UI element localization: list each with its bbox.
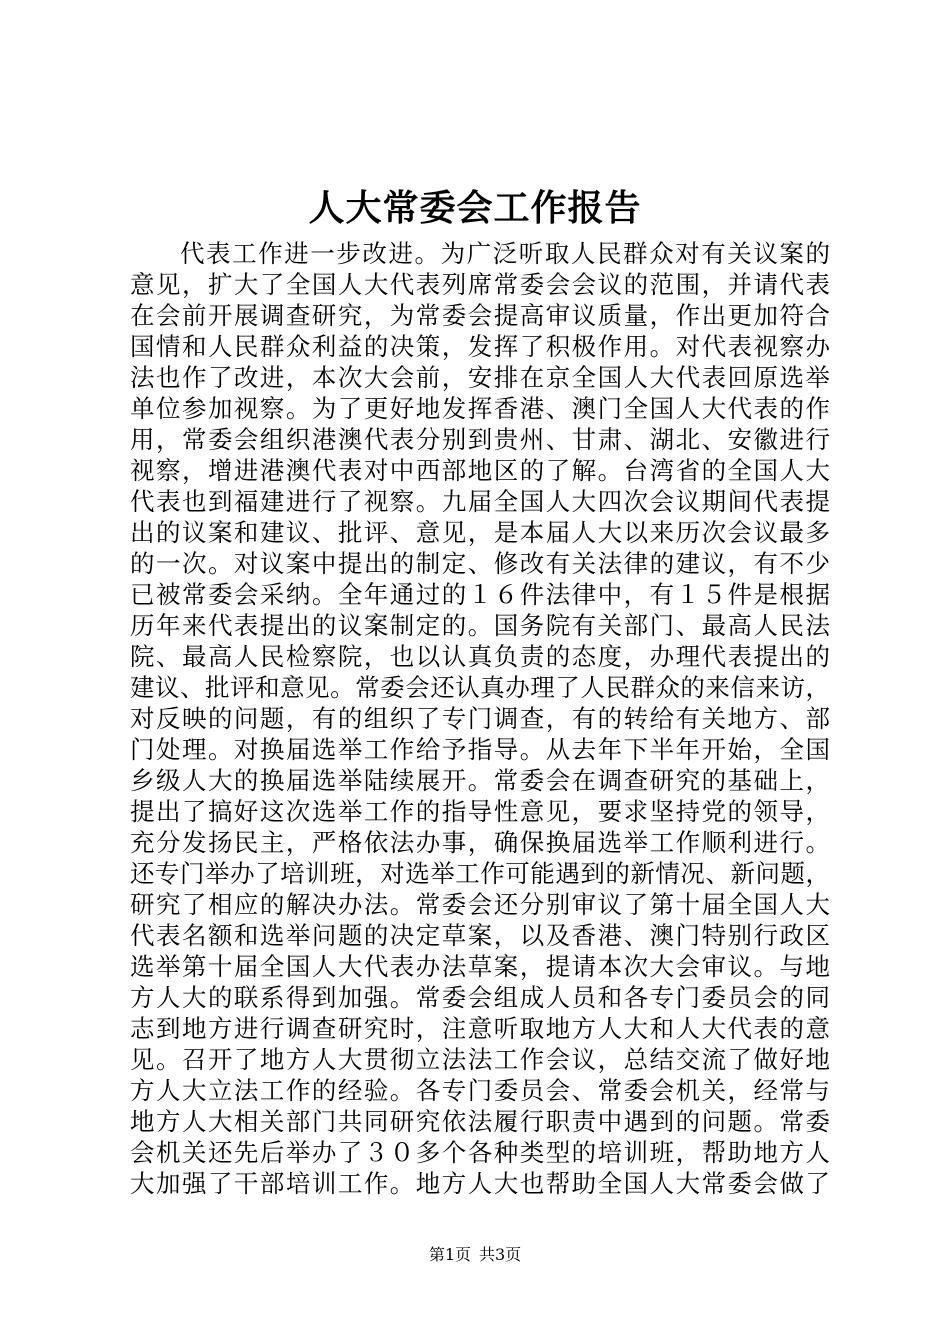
body-line: 已被常委会采纳。全年通过的１６件法律中，有１５件是根据 bbox=[130, 580, 830, 609]
body-line: 方人大立法工作的经验。各专门委员会、常委会机关，经常与 bbox=[130, 1076, 830, 1105]
page-total: 共3页 bbox=[479, 1245, 522, 1264]
body-line: 代表也到福建进行了视察。九届全国人大四次会议期间代表提 bbox=[130, 487, 830, 516]
body-line: 在会前开展调查研究，为常委会提高审议质量，作出更加符合 bbox=[130, 301, 830, 330]
body-line: 充分发扬民主，严格依法办事，确保换届选举工作顺利进行。 bbox=[130, 828, 830, 857]
body-line: 对反映的问题，有的组织了专门调查，有的转给有关地方、部 bbox=[130, 704, 830, 733]
page-footer bbox=[0, 1244, 950, 1266]
body-line: 出的议案和建议、批评、意见，是本届人大以来历次会议最多 bbox=[130, 518, 830, 547]
body-line: 代表工作进一步改进。为广泛听取人民群众对有关议案的 bbox=[180, 239, 830, 268]
document-title: 人大常委会工作报告 bbox=[308, 187, 642, 229]
body-line: 乡级人大的换届选举陆续展开。常委会在调查研究的基础上， bbox=[130, 766, 830, 795]
body-line: 院、最高人民检察院，也以认真负责的态度，办理代表提出的 bbox=[130, 642, 830, 671]
body-line: 选举第十届全国人大代表办法草案，提请本次大会审议。与地 bbox=[130, 952, 830, 981]
body-line: 还专门举办了培训班，对选举工作可能遇到的新情况、新问题， bbox=[130, 859, 830, 888]
body-line: 视察，增进港澳代表对中西部地区的了解。台湾省的全国人大 bbox=[130, 456, 830, 485]
body-line: 用，常委会组织港澳代表分别到贵州、甘肃、湖北、安徽进行 bbox=[130, 425, 830, 454]
body-line: 代表名额和选举问题的决定草案，以及香港、澳门特别行政区 bbox=[130, 921, 830, 950]
body-line: 意见，扩大了全国人大代表列席常委会会议的范围，并请代表 bbox=[130, 270, 830, 299]
body-line: 志到地方进行调查研究时，注意听取地方人大和人大代表的意 bbox=[130, 1014, 830, 1043]
body-line: 见。召开了地方人大贯彻立法法工作会议，总结交流了做好地 bbox=[130, 1045, 830, 1074]
document-body bbox=[130, 238, 830, 1199]
body-line: 方人大的联系得到加强。常委会组成人员和各专门委员会的同 bbox=[130, 983, 830, 1012]
body-line: 单位参加视察。为了更好地发挥香港、澳门全国人大代表的作 bbox=[130, 394, 830, 423]
body-line: 提出了搞好这次选举工作的指导性意见，要求坚持党的领导， bbox=[130, 797, 830, 826]
body-line: 大加强了干部培训工作。地方人大也帮助全国人大常委会做了 bbox=[130, 1169, 830, 1198]
page-number: 第1页 bbox=[428, 1245, 471, 1264]
body-line: 门处理。对换届选举工作给予指导。从去年下半年开始，全国 bbox=[130, 735, 830, 764]
body-line: 会机关还先后举办了３０多个各种类型的培训班，帮助地方人 bbox=[130, 1138, 830, 1167]
body-line: 国情和人民群众利益的决策，发挥了积极作用。对代表视察办 bbox=[130, 332, 830, 361]
body-line: 法也作了改进，本次大会前，安排在京全国人大代表回原选举 bbox=[130, 363, 830, 392]
body-line: 建议、批评和意见。常委会还认真办理了人民群众的来信来访， bbox=[130, 673, 830, 702]
body-line: 的一次。对议案中提出的制定、修改有关法律的建议，有不少 bbox=[130, 549, 830, 578]
body-line: 研究了相应的解决办法。常委会还分别审议了第十届全国人大 bbox=[130, 890, 830, 919]
body-line: 地方人大相关部门共同研究依法履行职责中遇到的问题。常委 bbox=[130, 1107, 830, 1136]
body-line: 历年来代表提出的议案制定的。国务院有关部门、最高人民法 bbox=[130, 611, 830, 640]
